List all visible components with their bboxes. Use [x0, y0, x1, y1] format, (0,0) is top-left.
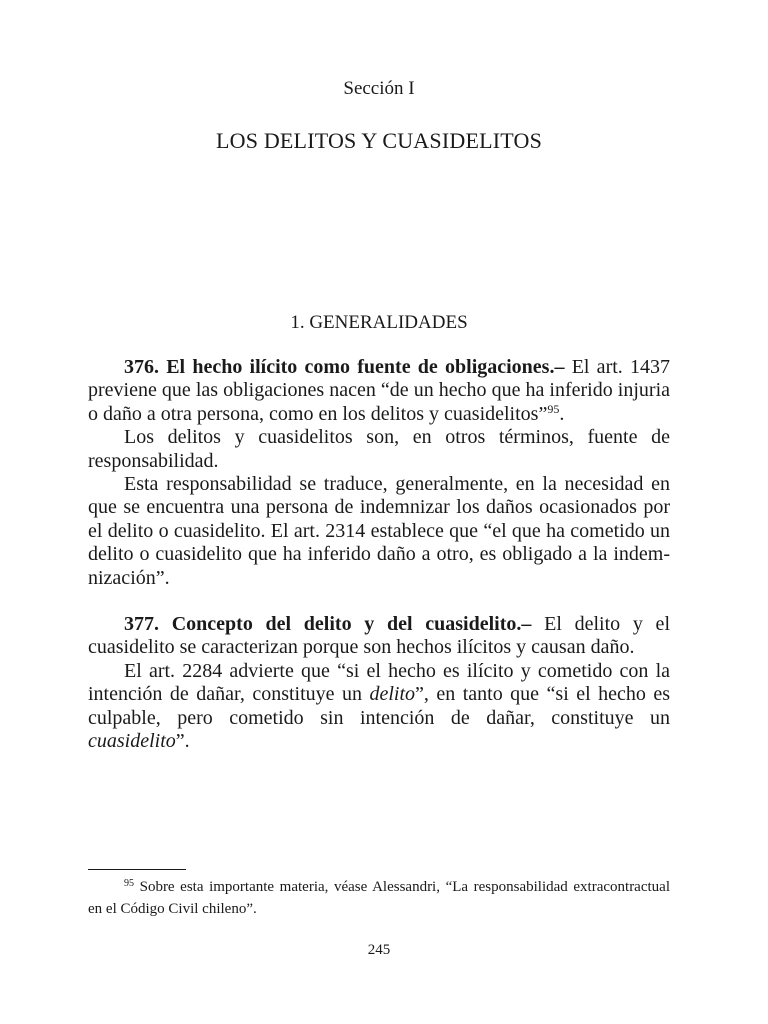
paragraph-text: El art. 1437 previene que las obligaciones nacen “de un hecho que ha inferido injuria o daño a otra persona, como en los delitos y cuasidelitos”	[88, 356, 670, 425]
body-text	[88, 356, 670, 754]
section-label: Sección I	[343, 78, 415, 99]
footnote-reference[interactable]: 95	[547, 401, 560, 416]
footnote-number: 95	[124, 878, 134, 889]
paragraph-text: El delito y el cuasidelito se caracterizan porque son hechos ilícitos y causan daño.	[88, 613, 670, 659]
footnote	[88, 876, 670, 920]
paragraph-text: ”.	[175, 730, 190, 753]
paragraph	[88, 660, 670, 754]
paragraph: Esta responsabilidad se traduce, generalmente, en la necesidad en que se encuentra una persona de indemnizar los daños ocasionados por el delito o cuasidelito. El art. 2314 establece que “el que ha cometido un delito o cuasidelito que ha inferido daño a otro, es obligado a la indemnización”.	[88, 473, 670, 589]
paragraph-text: El art. 2284 advierte que “si el hecho es ilícito y cometido con la intención de dañar, constituye un	[88, 659, 670, 706]
footnote-divider	[88, 869, 186, 870]
paragraph-heading: 376. El hecho ilícito como fuente de obligaciones.–	[124, 356, 565, 378]
paragraph-heading: 377. Concepto del delito y del cuasidelito.–	[124, 613, 532, 636]
subsection-title: 1. GENERALIDADES	[290, 312, 468, 333]
footnote-text: Sobre esta importante materia, véase Alessandri, “La responsabilidad extracontractual en el Código Civil chileno”.	[88, 879, 670, 917]
paragraph-377	[88, 613, 670, 660]
page-number: 245	[367, 942, 391, 958]
paragraph-376	[88, 356, 670, 426]
paragraph-text: ”, en tanto que “si el hecho es culpable, pero cometido sin intención de dañar, constituye un	[88, 683, 671, 729]
section-title: LOS DELITOS Y CUASIDELITOS	[215, 128, 543, 153]
paragraph-end: .	[559, 402, 565, 425]
italic-term: cuasidelito	[88, 730, 176, 753]
paragraph: Los delitos y cuasidelitos son, en otros términos, fuente de responsabilidad.	[88, 426, 670, 472]
italic-term: delito	[369, 683, 416, 706]
